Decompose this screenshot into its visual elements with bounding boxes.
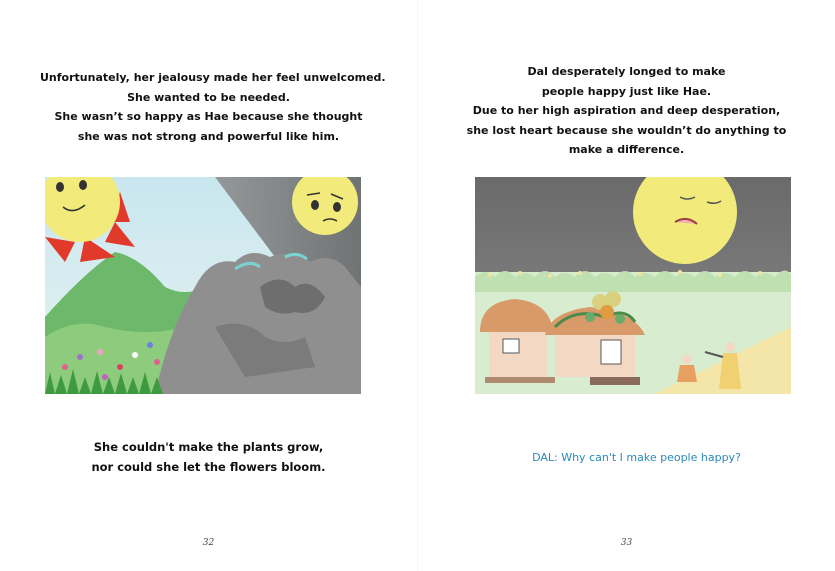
thatched-hut-left xyxy=(480,299,555,383)
page-number: 32 xyxy=(202,538,215,548)
left-page-bottom-text xyxy=(0,437,417,477)
text-line: people happy just like Hae. xyxy=(541,84,712,98)
right-page xyxy=(418,0,835,571)
village-illustration-svg xyxy=(475,177,791,394)
thatched-hut-right xyxy=(545,307,645,385)
page-number: 33 xyxy=(620,538,633,548)
left-page-top-text xyxy=(40,68,386,146)
dialogue-text: DAL: Why can't I make people happy? xyxy=(532,451,741,464)
text-line: nor could she let the flowers bloom. xyxy=(91,460,326,474)
text-line: She wanted to be needed. xyxy=(127,90,290,104)
right-page-top-text xyxy=(463,62,790,160)
text-line: she lost heart because she wouldn’t do anything to xyxy=(466,123,787,137)
text-line: She couldn't make the plants grow, xyxy=(93,440,324,454)
text-line: make a difference. xyxy=(568,143,685,156)
illustration-moon-over-village xyxy=(475,177,791,394)
text-line: Due to her high aspiration and deep desperation, xyxy=(472,104,781,117)
text-line: Unfortunately, her jealousy made her feel unwelcomed. xyxy=(40,71,386,84)
mountains-illustration-svg xyxy=(45,177,361,394)
text-line: she was not strong and powerful like him. xyxy=(77,129,340,143)
left-page xyxy=(0,0,417,571)
text-line: Dal desperately longed to make xyxy=(527,65,726,78)
text-line: She wasn’t so happy as Hae because she thought xyxy=(54,110,363,123)
illustration-sun-and-moon-mountains xyxy=(45,177,361,394)
